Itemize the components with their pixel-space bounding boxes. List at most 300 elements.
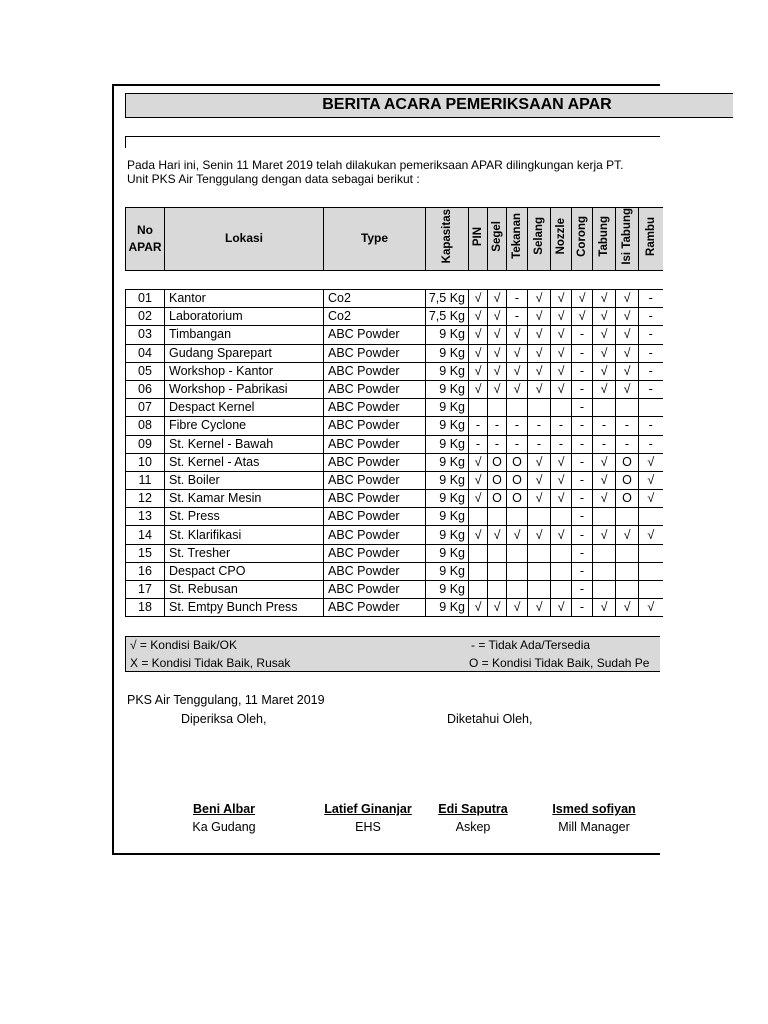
cell-check: - (507, 308, 528, 326)
cell-lokasi: St. Press (165, 508, 324, 526)
diperiksa-label: Diperiksa Oleh, (181, 712, 267, 726)
cell-check (507, 508, 528, 526)
cell-check (616, 399, 639, 417)
cell-kapasitas: 7,5 Kg (426, 290, 469, 308)
cell-check: - (639, 308, 663, 326)
cell-check: √ (616, 308, 639, 326)
cell-kapasitas: 9 Kg (426, 453, 469, 471)
cell-check: √ (528, 526, 551, 544)
header-tabung: Tabung (598, 215, 610, 257)
cell-check: √ (593, 453, 616, 471)
cell-check: √ (551, 362, 572, 380)
cell-check: √ (488, 362, 507, 380)
cell-check: √ (616, 380, 639, 398)
signer-name: Beni Albar (192, 802, 256, 816)
table-row (126, 526, 663, 544)
cell-check: √ (488, 344, 507, 362)
header-kapasitas-label: Kapasitas (441, 209, 453, 264)
cell-kapasitas: 9 Kg (426, 581, 469, 599)
cell-check: √ (593, 326, 616, 344)
intro-paragraph (127, 158, 660, 186)
cell-check (551, 544, 572, 562)
header-selang: Selang (533, 217, 545, 256)
cell-check: √ (528, 471, 551, 489)
cell-check (488, 399, 507, 417)
cell-check: √ (551, 453, 572, 471)
cell-check: √ (616, 326, 639, 344)
header-check (572, 208, 593, 271)
table-row (126, 399, 663, 417)
cell-check: - (593, 417, 616, 435)
cell-check (593, 562, 616, 580)
signer-4 (538, 802, 650, 834)
cell-type: ABC Powder (324, 435, 426, 453)
table-row (126, 562, 663, 580)
cell-check (488, 508, 507, 526)
cell-no: 18 (126, 599, 165, 617)
cell-no: 15 (126, 544, 165, 562)
document-title: BERITA ACARA PEMERIKSAAN APAR (322, 96, 612, 113)
cell-check: √ (528, 308, 551, 326)
cell-type: ABC Powder (324, 581, 426, 599)
cell-check (488, 562, 507, 580)
cell-check: - (572, 399, 593, 417)
cell-check: √ (528, 290, 551, 308)
cell-check (639, 562, 663, 580)
cell-no: 11 (126, 471, 165, 489)
cell-kapasitas: 9 Kg (426, 399, 469, 417)
cell-check (528, 581, 551, 599)
cell-check: O (488, 490, 507, 508)
cell-check: - (572, 544, 593, 562)
cell-check (593, 581, 616, 599)
signer-3 (426, 802, 520, 834)
cell-check: √ (551, 526, 572, 544)
cell-kapasitas: 9 Kg (426, 435, 469, 453)
cell-check: √ (469, 453, 488, 471)
cell-lokasi: Kantor (165, 290, 324, 308)
cell-no: 07 (126, 399, 165, 417)
signer-name: Ismed sofiyan (552, 802, 636, 816)
signer-1 (168, 802, 280, 834)
cell-type: ABC Powder (324, 508, 426, 526)
cell-check (528, 508, 551, 526)
cell-check: - (507, 417, 528, 435)
cell-no: 12 (126, 490, 165, 508)
header-check (593, 208, 616, 271)
cell-check: - (528, 435, 551, 453)
table-row (126, 490, 663, 508)
cell-no: 13 (126, 508, 165, 526)
cell-check: - (572, 526, 593, 544)
cell-check (593, 508, 616, 526)
table-row (126, 308, 663, 326)
cell-check: - (572, 508, 593, 526)
cell-check: - (469, 435, 488, 453)
cell-type: ABC Powder (324, 453, 426, 471)
cell-check (551, 562, 572, 580)
cell-kapasitas: 9 Kg (426, 471, 469, 489)
header-lokasi: Lokasi (165, 208, 324, 271)
cell-check: √ (572, 308, 593, 326)
cell-type: ABC Powder (324, 399, 426, 417)
cell-check (528, 544, 551, 562)
cell-kapasitas: 9 Kg (426, 326, 469, 344)
cell-check: √ (507, 380, 528, 398)
cell-check: - (616, 435, 639, 453)
cell-type: ABC Powder (324, 417, 426, 435)
cell-no: 14 (126, 526, 165, 544)
table-row (126, 326, 663, 344)
cell-no: 10 (126, 453, 165, 471)
header-check (616, 208, 639, 271)
header-no-line1: No (137, 222, 153, 237)
cell-lokasi: Timbangan (165, 326, 324, 344)
cell-check: √ (528, 326, 551, 344)
table-row (126, 581, 663, 599)
cell-check: √ (551, 290, 572, 308)
cell-check: √ (593, 362, 616, 380)
cell-lokasi: Workshop - Pabrikasi (165, 380, 324, 398)
cell-check: √ (639, 490, 663, 508)
cell-check: - (572, 417, 593, 435)
cell-check (528, 562, 551, 580)
cell-no: 01 (126, 290, 165, 308)
cell-check: √ (528, 380, 551, 398)
cell-check (507, 399, 528, 417)
cell-check (551, 399, 572, 417)
apar-table (125, 289, 663, 617)
cell-check: √ (593, 344, 616, 362)
cell-check: - (507, 290, 528, 308)
cell-check (469, 508, 488, 526)
cell-check (639, 399, 663, 417)
cell-check: √ (488, 380, 507, 398)
header-check (528, 208, 551, 271)
cell-check: √ (488, 599, 507, 617)
cell-no: 05 (126, 362, 165, 380)
header-check (507, 208, 528, 271)
header-no (126, 208, 165, 271)
cell-check: - (469, 417, 488, 435)
cell-check: - (639, 435, 663, 453)
place-date: PKS Air Tenggulang, 11 Maret 2019 (127, 693, 325, 707)
cell-check: √ (507, 599, 528, 617)
cell-check: - (639, 344, 663, 362)
cell-check: √ (507, 344, 528, 362)
cell-no: 16 (126, 562, 165, 580)
legend-rusak: X = Kondisi Tidak Baik, Rusak (130, 656, 291, 670)
cell-no: 03 (126, 326, 165, 344)
header-check (551, 208, 572, 271)
signer-position: Askep (455, 820, 491, 834)
legend-tidak-ada: - = Tidak Ada/Tersedia (471, 638, 591, 652)
cell-check (551, 508, 572, 526)
cell-check: √ (469, 380, 488, 398)
cell-check: √ (639, 599, 663, 617)
cell-check: - (572, 344, 593, 362)
cell-check: - (507, 435, 528, 453)
cell-check: √ (639, 471, 663, 489)
cell-kapasitas: 9 Kg (426, 417, 469, 435)
cell-check (507, 581, 528, 599)
signer-position: EHS (355, 820, 381, 834)
cell-kapasitas: 9 Kg (426, 562, 469, 580)
cell-check: √ (469, 344, 488, 362)
cell-check: - (572, 435, 593, 453)
divider (125, 136, 660, 137)
cell-check: - (572, 453, 593, 471)
cell-check: √ (616, 599, 639, 617)
cell-type: ABC Powder (324, 544, 426, 562)
cell-no: 06 (126, 380, 165, 398)
cell-type: ABC Powder (324, 326, 426, 344)
cell-lokasi: St. Kernel - Atas (165, 453, 324, 471)
cell-check: √ (639, 526, 663, 544)
cell-check: √ (593, 526, 616, 544)
cell-check: √ (469, 326, 488, 344)
cell-check: - (572, 490, 593, 508)
divider (125, 136, 126, 148)
cell-check: √ (488, 290, 507, 308)
cell-check: √ (616, 362, 639, 380)
header-corong: Corong (576, 215, 588, 257)
cell-type: ABC Powder (324, 562, 426, 580)
cell-kapasitas: 7,5 Kg (426, 308, 469, 326)
cell-check: - (593, 435, 616, 453)
cell-check: - (616, 417, 639, 435)
cell-check: √ (507, 526, 528, 544)
header-isi-tabung: Isi Tabung (621, 208, 633, 265)
legend-sudah: O = Kondisi Tidak Baik, Sudah Pe (469, 656, 650, 670)
header-no-line2: APAR (128, 239, 162, 254)
cell-kapasitas: 9 Kg (426, 362, 469, 380)
header-type: Type (324, 208, 426, 271)
cell-kapasitas: 9 Kg (426, 380, 469, 398)
cell-no: 17 (126, 581, 165, 599)
cell-lokasi: St. Tresher (165, 544, 324, 562)
cell-check (639, 544, 663, 562)
table-row (126, 508, 663, 526)
cell-check (488, 581, 507, 599)
cell-check: √ (469, 490, 488, 508)
cell-check: √ (639, 453, 663, 471)
cell-check: √ (528, 453, 551, 471)
cell-check: - (488, 417, 507, 435)
cell-lokasi: St. Emtpy Bunch Press (165, 599, 324, 617)
cell-lokasi: St. Klarifikasi (165, 526, 324, 544)
cell-check: √ (528, 362, 551, 380)
cell-check: √ (488, 526, 507, 544)
cell-check: - (572, 380, 593, 398)
cell-check: O (507, 471, 528, 489)
cell-check: √ (551, 599, 572, 617)
cell-check (528, 399, 551, 417)
cell-check: √ (507, 362, 528, 380)
cell-check: - (572, 326, 593, 344)
table-row (126, 417, 663, 435)
cell-type: ABC Powder (324, 471, 426, 489)
cell-check: O (488, 471, 507, 489)
cell-check: √ (551, 344, 572, 362)
cell-check: √ (572, 290, 593, 308)
cell-check: √ (528, 599, 551, 617)
table-row (126, 362, 663, 380)
cell-check: - (639, 290, 663, 308)
cell-check: √ (469, 471, 488, 489)
header-check (469, 208, 488, 271)
cell-no: 08 (126, 417, 165, 435)
cell-lokasi: Fibre Cyclone (165, 417, 324, 435)
legend-box (125, 636, 660, 672)
cell-check: √ (488, 326, 507, 344)
cell-check: - (551, 417, 572, 435)
cell-check (593, 399, 616, 417)
cell-lokasi: Despact CPO (165, 562, 324, 580)
signer-2 (312, 802, 424, 834)
cell-check: √ (551, 490, 572, 508)
cell-check: √ (593, 308, 616, 326)
cell-check: √ (593, 380, 616, 398)
cell-kapasitas: 9 Kg (426, 544, 469, 562)
cell-check: √ (469, 526, 488, 544)
cell-check: √ (616, 526, 639, 544)
cell-type: ABC Powder (324, 490, 426, 508)
cell-check: √ (469, 599, 488, 617)
cell-check (616, 562, 639, 580)
cell-check: - (639, 362, 663, 380)
cell-check: O (507, 453, 528, 471)
cell-check: √ (528, 490, 551, 508)
cell-check: √ (593, 290, 616, 308)
cell-check: - (572, 562, 593, 580)
table-row (126, 599, 663, 617)
cell-lokasi: St. Rebusan (165, 581, 324, 599)
table-row (126, 544, 663, 562)
cell-check: √ (551, 471, 572, 489)
cell-check (469, 544, 488, 562)
table-row (126, 453, 663, 471)
cell-check (639, 581, 663, 599)
cell-check: - (528, 417, 551, 435)
signer-name: Latief Ginanjar (324, 802, 412, 816)
cell-lokasi: Despact Kernel (165, 399, 324, 417)
cell-type: ABC Powder (324, 362, 426, 380)
cell-check (616, 544, 639, 562)
cell-check: - (572, 581, 593, 599)
cell-check: √ (551, 380, 572, 398)
cell-check: √ (593, 599, 616, 617)
header-check (639, 208, 664, 271)
cell-no: 02 (126, 308, 165, 326)
signer-name: Edi Saputra (438, 802, 508, 816)
cell-check (469, 399, 488, 417)
cell-type: Co2 (324, 290, 426, 308)
cell-check: √ (616, 344, 639, 362)
cell-type: Co2 (324, 308, 426, 326)
cell-check: √ (469, 362, 488, 380)
cell-lokasi: St. Kamar Mesin (165, 490, 324, 508)
cell-no: 09 (126, 435, 165, 453)
cell-type: ABC Powder (324, 599, 426, 617)
cell-kapasitas: 9 Kg (426, 599, 469, 617)
cell-type: ABC Powder (324, 526, 426, 544)
cell-check: - (572, 599, 593, 617)
header-pin: PIN (472, 226, 484, 246)
cell-type: ABC Powder (324, 344, 426, 362)
table-row (126, 290, 663, 308)
cell-check: - (572, 471, 593, 489)
header-tekanan: Tekanan (511, 213, 523, 260)
cell-check: √ (551, 308, 572, 326)
cell-check (488, 544, 507, 562)
intro-line-1: Pada Hari ini, Senin 11 Maret 2019 telah dilakukan pemeriksaan APAR dilingkungan kerja PT. (127, 158, 624, 172)
table-row (126, 344, 663, 362)
cell-check: √ (593, 471, 616, 489)
cell-lokasi: St. Boiler (165, 471, 324, 489)
cell-check (616, 581, 639, 599)
cell-check: O (616, 471, 639, 489)
legend-ok: √ = Kondisi Baik/OK (130, 638, 237, 652)
cell-check: √ (507, 326, 528, 344)
cell-check (616, 508, 639, 526)
cell-check: - (639, 326, 663, 344)
cell-kapasitas: 9 Kg (426, 344, 469, 362)
cell-check: O (488, 453, 507, 471)
cell-check (551, 581, 572, 599)
cell-lokasi: Gudang Sparepart (165, 344, 324, 362)
cell-check (593, 544, 616, 562)
intro-line-2: Unit PKS Air Tenggulang dengan data sebagai berikut : (127, 172, 420, 186)
header-nozzle: Nozzle (555, 218, 567, 255)
cell-lokasi: Workshop - Kantor (165, 362, 324, 380)
cell-check: √ (593, 490, 616, 508)
signer-position: Mill Manager (558, 820, 630, 834)
cell-check: - (639, 380, 663, 398)
cell-check: - (551, 435, 572, 453)
cell-check: O (616, 453, 639, 471)
cell-kapasitas: 9 Kg (426, 526, 469, 544)
cell-check: O (616, 490, 639, 508)
cell-check: - (572, 362, 593, 380)
cell-kapasitas: 9 Kg (426, 508, 469, 526)
cell-check (469, 581, 488, 599)
cell-lokasi: St. Kernel - Bawah (165, 435, 324, 453)
table-row (126, 471, 663, 489)
cell-check: √ (616, 290, 639, 308)
cell-check: √ (469, 308, 488, 326)
signer-position: Ka Gudang (192, 820, 256, 834)
cell-check: - (639, 417, 663, 435)
diketahui-label: Diketahui Oleh, (447, 712, 533, 726)
table-row (126, 380, 663, 398)
cell-check: √ (488, 308, 507, 326)
cell-check (507, 544, 528, 562)
cell-type: ABC Powder (324, 380, 426, 398)
cell-check (507, 562, 528, 580)
header-segel: Segel (491, 220, 503, 252)
header-kapasitas (426, 208, 469, 271)
cell-no: 04 (126, 344, 165, 362)
table-row (126, 435, 663, 453)
cell-check: √ (469, 290, 488, 308)
header-check (488, 208, 507, 271)
table-header (125, 207, 663, 271)
cell-kapasitas: 9 Kg (426, 490, 469, 508)
cell-check: √ (528, 344, 551, 362)
header-rambu: Rambu (645, 216, 657, 256)
cell-check: - (488, 435, 507, 453)
